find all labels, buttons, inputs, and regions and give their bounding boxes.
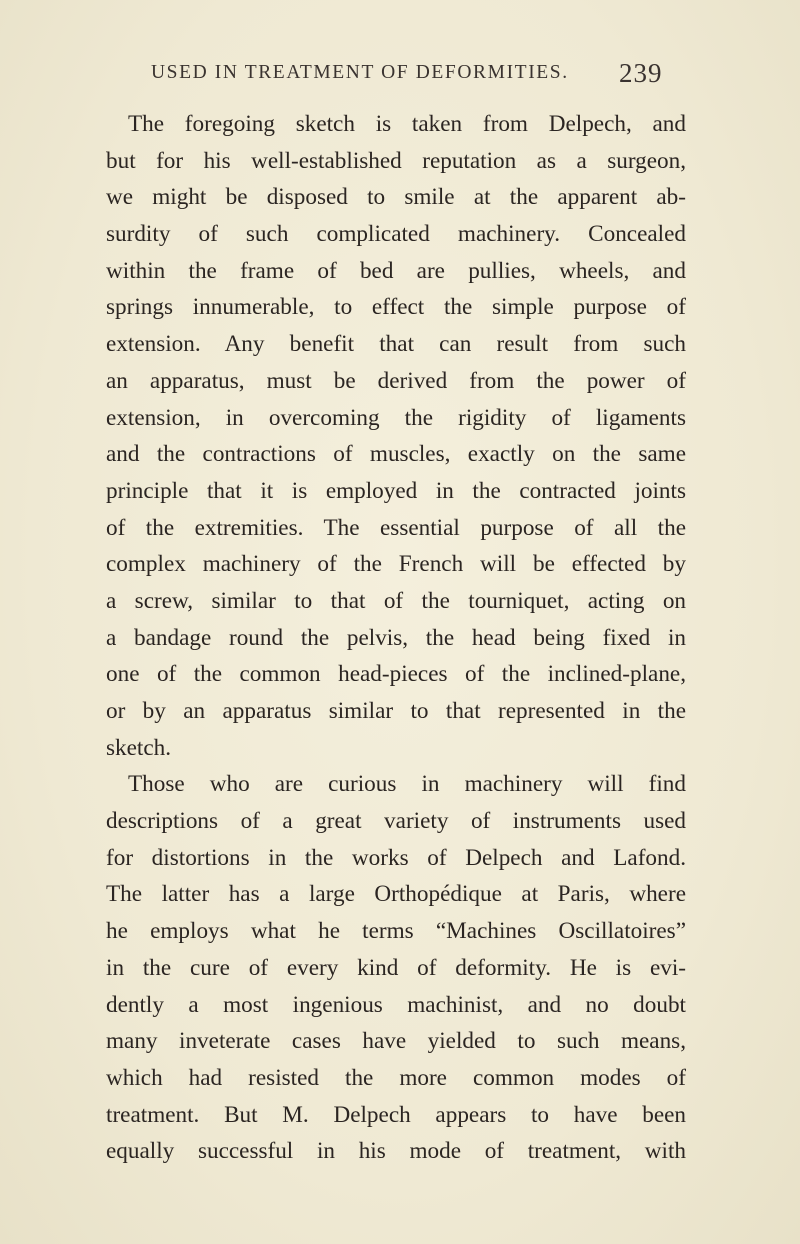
text-line: extension. Any benefit that can result from such xyxy=(106,331,686,358)
text-line: complex machinery of the French will be effected by xyxy=(106,551,686,578)
text-line: a bandage round the pelvis, the head being fixed in xyxy=(106,624,686,651)
page-header xyxy=(0,58,800,92)
text-line: principle that it is employed in the contracted joints xyxy=(106,477,686,504)
text-line: which had resisted the more common modes of xyxy=(106,1064,686,1091)
text-line: within the frame of bed are pullies, wheels, and xyxy=(106,257,686,284)
text-line: in the cure of every kind of deformity. He is evi- xyxy=(106,954,686,981)
text-line: The foregoing sketch is taken from Delpech, and xyxy=(128,111,686,137)
text-line: or by an apparatus similar to that represented in the xyxy=(106,698,686,724)
text-line: he employs what he terms “Machines Oscillatoires” xyxy=(106,918,686,945)
text-line: extension, in overcoming the rigidity of ligaments xyxy=(106,404,686,431)
text-line: but for his well-established reputation as a surgeon, xyxy=(106,147,686,174)
text-line: springs innumerable, to effect the simple purpose of xyxy=(106,294,686,321)
text-line: descriptions of a great variety of instruments used xyxy=(106,808,686,835)
text-line: equally successful in his mode of treatment, with xyxy=(106,1138,686,1165)
text-line: a screw, similar to that of the tourniquet, acting on xyxy=(106,587,686,614)
text-line: sketch. xyxy=(106,734,172,761)
page-number: 239 xyxy=(619,58,663,88)
text-line: one of the common head-pieces of the inclined-plane, xyxy=(106,661,686,688)
text-line: dently a most ingenious machinist, and no doubt xyxy=(106,991,686,1018)
text-line: treatment. But M. Delpech appears to have been xyxy=(106,1101,686,1128)
body-text xyxy=(106,106,686,1170)
text-line: Those who are curious in machinery will find xyxy=(128,771,686,798)
text-line: we might be disposed to smile at the apparent ab- xyxy=(106,184,686,211)
text-line: and the contractions of muscles, exactly on the same xyxy=(106,441,686,468)
text-line: of the extremities. The essential purpose of all the xyxy=(106,514,686,541)
text-line: surdity of such complicated machinery. Concealed xyxy=(106,221,686,248)
text-line: many inveterate cases have yielded to such means, xyxy=(106,1028,686,1055)
text-line: for distortions in the works of Delpech and Lafond. xyxy=(106,844,686,871)
text-line: The latter has a large Orthopédique at Paris, where xyxy=(106,881,686,908)
running-head: USED IN TREATMENT OF DEFORMITIES. xyxy=(151,62,569,83)
text-line: an apparatus, must be derived from the power of xyxy=(106,367,686,394)
